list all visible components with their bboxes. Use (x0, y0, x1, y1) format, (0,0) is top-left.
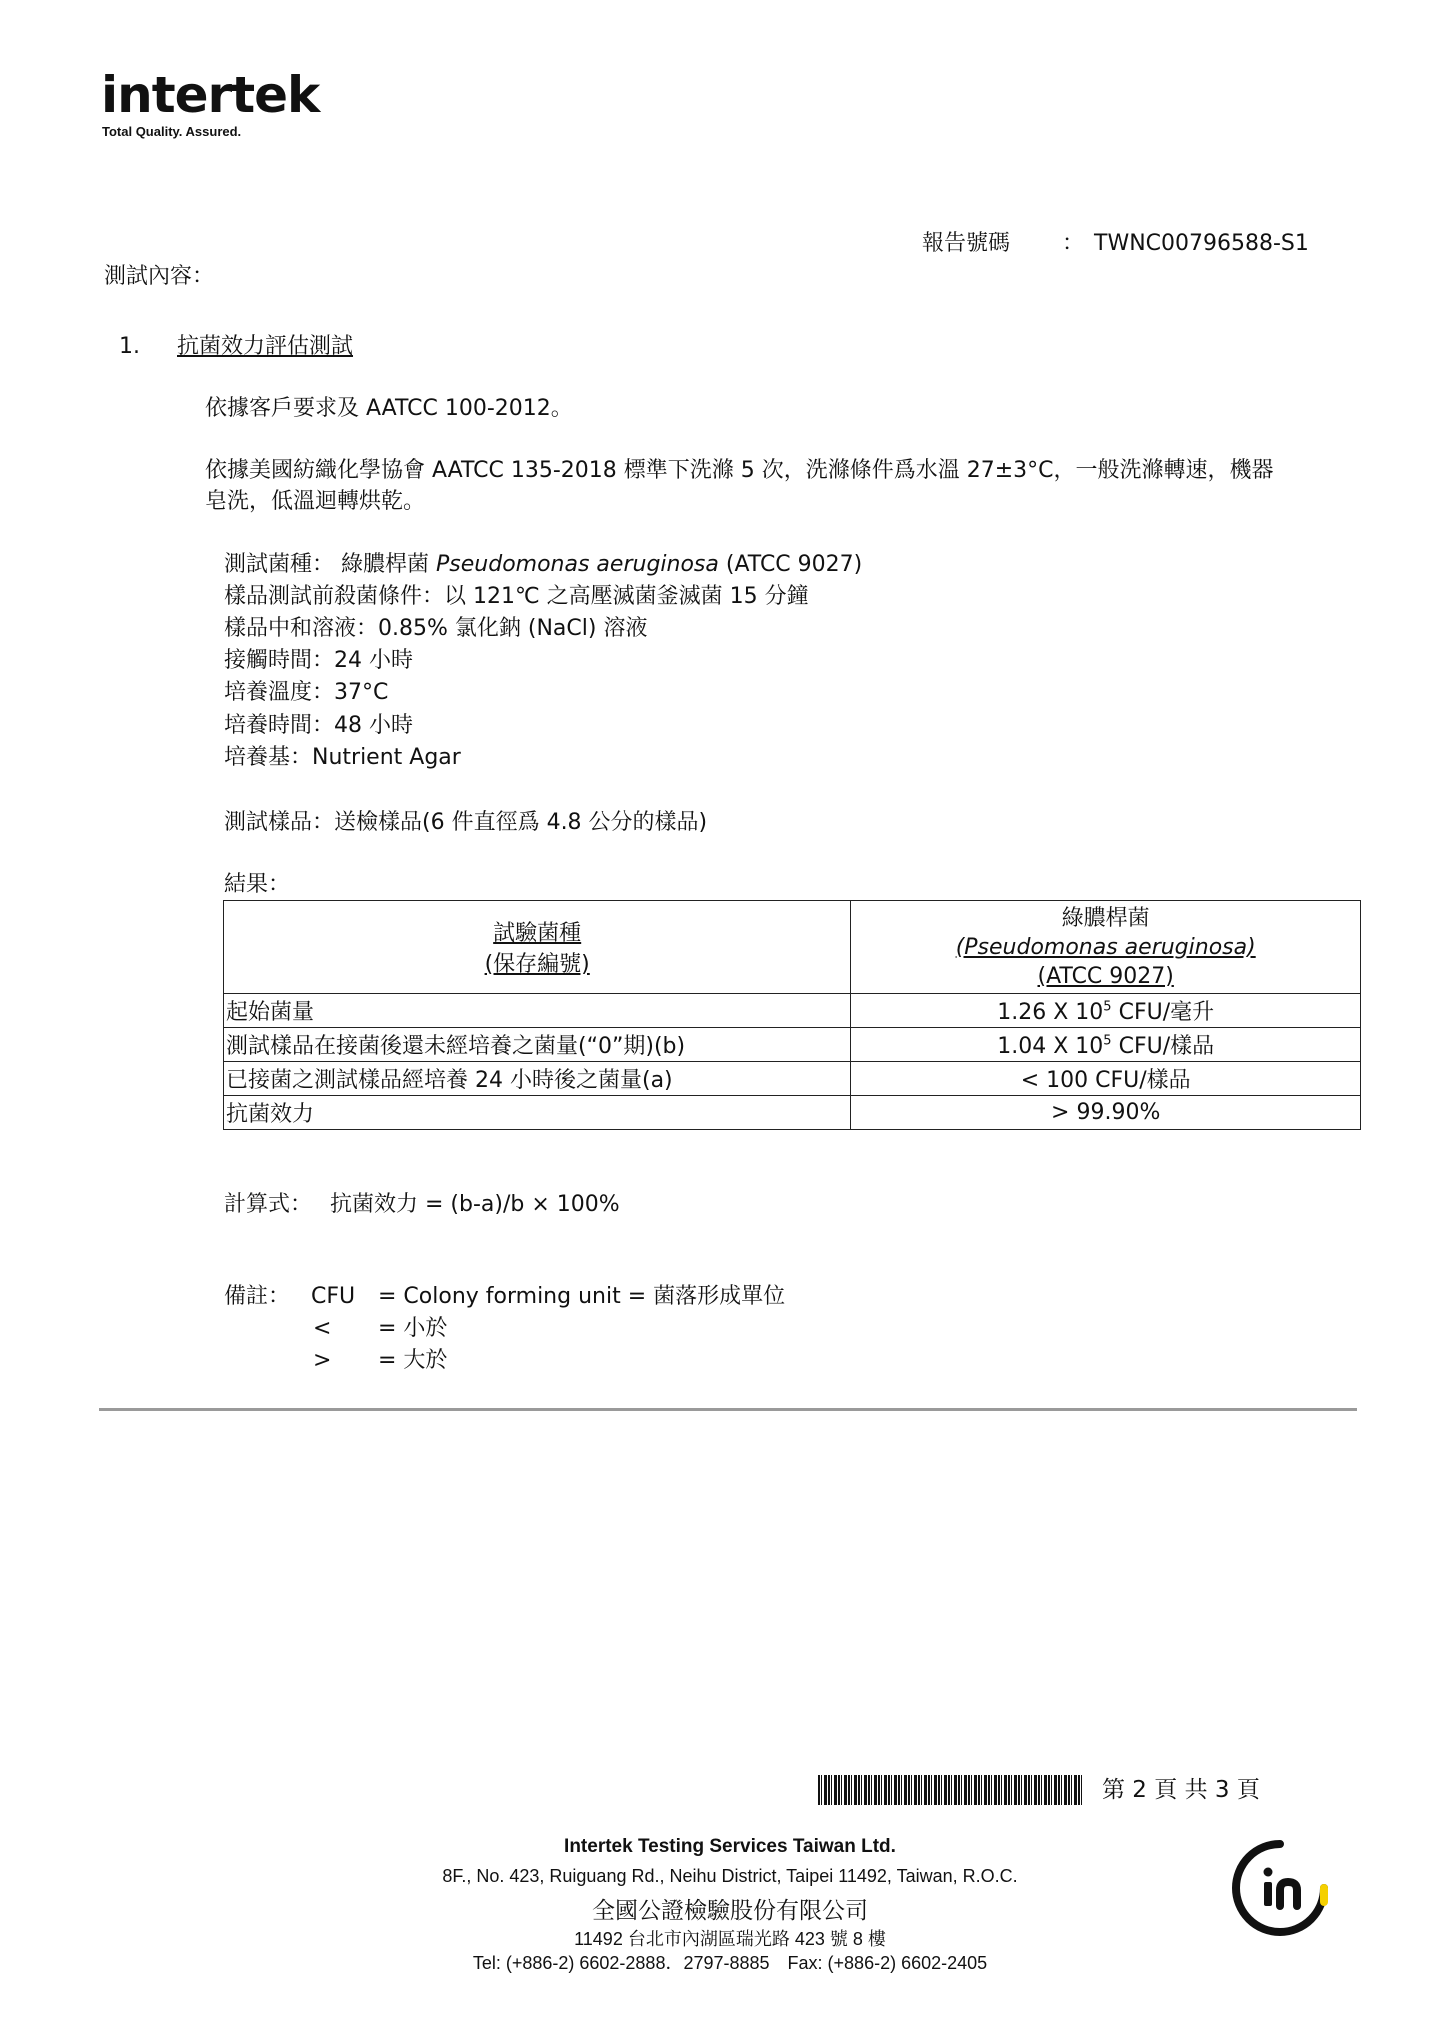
footer-address-cn: 11492 台北市內湖區瑞光路 423 號 8 樓 (574, 1929, 886, 1949)
wash-paragraph-line2: 皂洗，低溫迴轉烘乾。 (205, 489, 426, 514)
header-organism-atcc: (ATCC 9027) (1037, 963, 1174, 989)
footer-company-en: Intertek Testing Services Taiwan Ltd. (564, 1836, 896, 1857)
table-row (224, 994, 1361, 1028)
row-value: > 99.90% (851, 1096, 1361, 1130)
report-number: TWNC00796588-S1 (1094, 231, 1309, 256)
sterilization-condition: 樣品測試前殺菌條件：以 121℃ 之高壓滅菌釜滅菌 15 分鐘 (224, 584, 809, 609)
test-sample: 測試樣品：送檢樣品(6 件直徑爲 4.8 公分的樣品) (224, 810, 708, 835)
row-label: 已接菌之測試樣品經培養 24 小時後之菌量(a) (224, 1062, 851, 1096)
standard-paragraph: 依據客戶要求及 AATCC 100-2012。 (205, 396, 573, 421)
results-label: 結果： (224, 872, 291, 897)
header-strain-cell (224, 901, 851, 994)
footer-contact: Tel: (+886-2) 6602-2888．2797-8885 Fax: (+886-2) 6602-2405 (472, 1953, 988, 1973)
note-definition: = 小於 (378, 1316, 448, 1341)
row-value: < 100 CFU/樣品 (851, 1062, 1361, 1096)
strain-atcc: (ATCC 9027) (725, 552, 863, 577)
footer-address-en: 8F., No. 423, Ruiguang Rd., Neihu District, Taipei 11492, Taiwan, R.O.C. (442, 1866, 1018, 1886)
header-strain-label: 試驗菌種 (493, 921, 582, 946)
incubation-time: 培養時間：48 小時 (224, 713, 413, 738)
report-number-sep: ： (1062, 231, 1085, 256)
note-symbol: < (313, 1316, 332, 1341)
intertek-logo: intertek (101, 66, 320, 124)
row-value: 1.26 X $10^5$ CFU/毫升 (851, 994, 1361, 1028)
section-title: 抗菌效力評估測試 (177, 334, 354, 359)
strain-label: 測試菌種： (224, 552, 335, 577)
table-header-row (224, 901, 1361, 994)
header-strain-id-label: (保存編號) (484, 952, 590, 977)
notes-label: 備註： (224, 1284, 291, 1309)
footer-company-cn: 全國公證檢驗股份有限公司 (592, 1898, 868, 1924)
logo-tagline: Total Quality. Assured. (102, 124, 242, 139)
culture-medium: 培養基：Nutrient Agar (224, 745, 461, 770)
table-row (224, 1096, 1361, 1130)
strain-latin: Pseudomonas aeruginosa (436, 552, 719, 577)
horizontal-divider (99, 1408, 1357, 1411)
test-strain (224, 548, 862, 581)
results-table (223, 900, 1361, 1130)
incubation-temperature: 培養溫度：37°C (224, 680, 389, 705)
row-value: 1.04 X $10^5$ CFU/樣品 (851, 1028, 1361, 1062)
row-label: 測試樣品在接菌後還未經培養之菌量(“0”期)(b) (224, 1028, 851, 1062)
wash-paragraph-line1: 依據美國紡織化學協會 AATCC 135-2018 標準下洗滌 5 次，洗滌條件爲水溫 27±3°C，一般洗滌轉速，機器 (205, 458, 1274, 483)
row-label: 起始菌量 (224, 994, 851, 1028)
section-number: 1. (119, 334, 140, 359)
neutralizer-solution: 樣品中和溶液：0.85% 氯化鈉 (NaCl) 溶液 (224, 616, 648, 641)
header-organism-cell (851, 901, 1361, 994)
page-number: 第 2 頁 共 3 頁 (1102, 1777, 1260, 1803)
table-row (224, 1028, 1361, 1062)
row-label: 抗菌效力 (224, 1096, 851, 1130)
contact-time: 接觸時間：24 小時 (224, 648, 413, 673)
strain-cn: 綠膿桿菌 (341, 552, 430, 577)
test-content-label: 測試內容： (104, 264, 215, 289)
formula-label: 計算式： (224, 1192, 313, 1217)
formula-text: 抗菌效力 = (b-a)/b × 100% (330, 1192, 620, 1217)
barcode-icon (818, 1775, 1083, 1805)
intertek-mark-icon (1230, 1838, 1330, 1938)
report-number-label: 報告號碼 (922, 231, 1011, 256)
note-symbol: > (313, 1348, 332, 1373)
header-organism-latin: (Pseudomonas aeruginosa) (955, 934, 1256, 960)
note-definition: = Colony forming unit = 菌落形成單位 (378, 1284, 786, 1309)
header-organism-cn: 綠膿桿菌 (1061, 905, 1150, 931)
table-row (224, 1062, 1361, 1096)
note-definition: = 大於 (378, 1348, 448, 1373)
note-symbol: CFU (311, 1284, 356, 1309)
